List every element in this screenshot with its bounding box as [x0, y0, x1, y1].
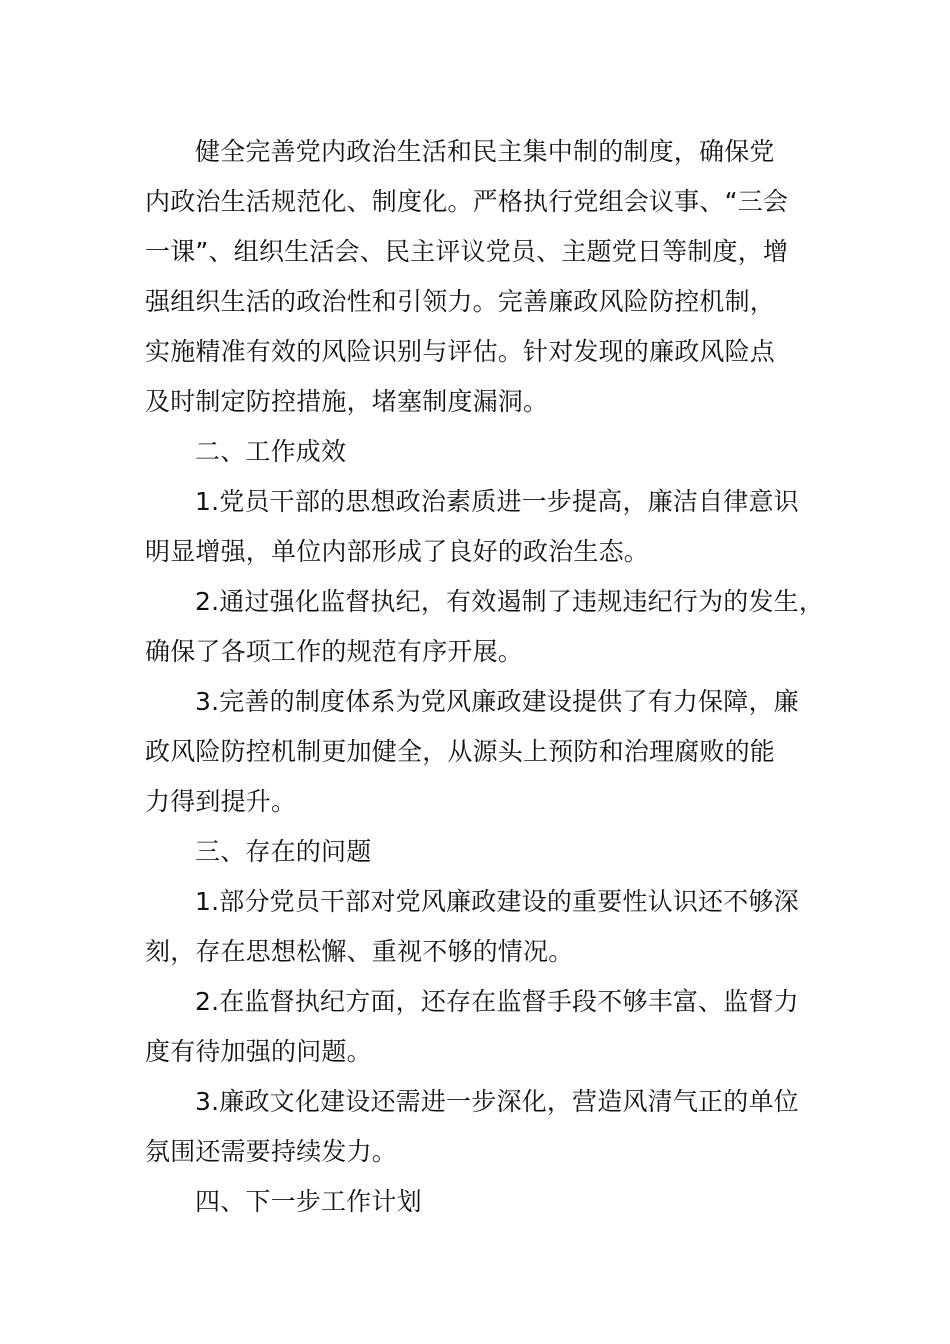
- text-line: 健全完善党内政治生活和民主集中制的制度，确保党: [195, 137, 775, 166]
- text-line: 力得到提升。: [145, 787, 297, 816]
- section-heading-next-plan: [145, 1177, 835, 1227]
- paragraph-achievement-3: [145, 677, 835, 827]
- text-line: 2.在监督执纪方面，还存在监督手段不够丰富、监督力: [195, 987, 799, 1016]
- text-line: 确保了各项工作的规范有序开展。: [145, 637, 524, 666]
- paragraph-achievement-1: [145, 477, 835, 577]
- text-line: 1.党员干部的思想政治素质进一步提高，廉洁自律意识: [195, 487, 799, 516]
- text-line: 2.通过强化监督执纪，有效遏制了违规违纪行为的发生，: [195, 587, 825, 616]
- heading-text: 二、工作成效: [195, 437, 347, 466]
- heading-text: 三、存在的问题: [195, 837, 372, 866]
- text-line: 3.廉政文化建设还需进一步深化，营造风清气正的单位: [195, 1087, 799, 1116]
- paragraph-problem-1: [145, 877, 835, 977]
- text-line: 强组织生活的政治性和引领力。完善廉政风险防控机制，: [145, 287, 776, 316]
- text-line: 明显增强，单位内部形成了良好的政治生态。: [145, 537, 650, 566]
- section-heading-achievements: [145, 427, 835, 477]
- text-line: 政风险防控机制更加健全，从源头上预防和治理腐败的能: [145, 737, 776, 766]
- text-line: 3.完善的制度体系为党风廉政建设提供了有力保障，廉: [195, 687, 799, 716]
- text-line: 氛围还需要持续发力。: [145, 1137, 398, 1166]
- heading-text: 四、下一步工作计划: [195, 1187, 422, 1216]
- paragraph-achievement-2: [145, 577, 835, 677]
- section-heading-problems: [145, 827, 835, 877]
- text-line: 及时制定防控措施，堵塞制度漏洞。: [145, 387, 549, 416]
- text-line: 刻，存在思想松懈、重视不够的情况。: [145, 937, 574, 966]
- document-body: [145, 127, 835, 1227]
- text-line: 一课”、组织生活会、民主评议党员、主题党日等制度，增: [145, 237, 789, 266]
- text-line: 内政治生活规范化、制度化。严格执行党组会议事、“三会: [145, 187, 789, 216]
- paragraph-problem-2: [145, 977, 835, 1077]
- paragraph-system-building: [145, 127, 835, 427]
- text-line: 实施精准有效的风险识别与评估。针对发现的廉政风险点: [145, 337, 776, 366]
- text-line: 1.部分党员干部对党风廉政建设的重要性认识还不够深: [195, 887, 799, 916]
- paragraph-problem-3: [145, 1077, 835, 1177]
- text-line: 度有待加强的问题。: [145, 1037, 372, 1066]
